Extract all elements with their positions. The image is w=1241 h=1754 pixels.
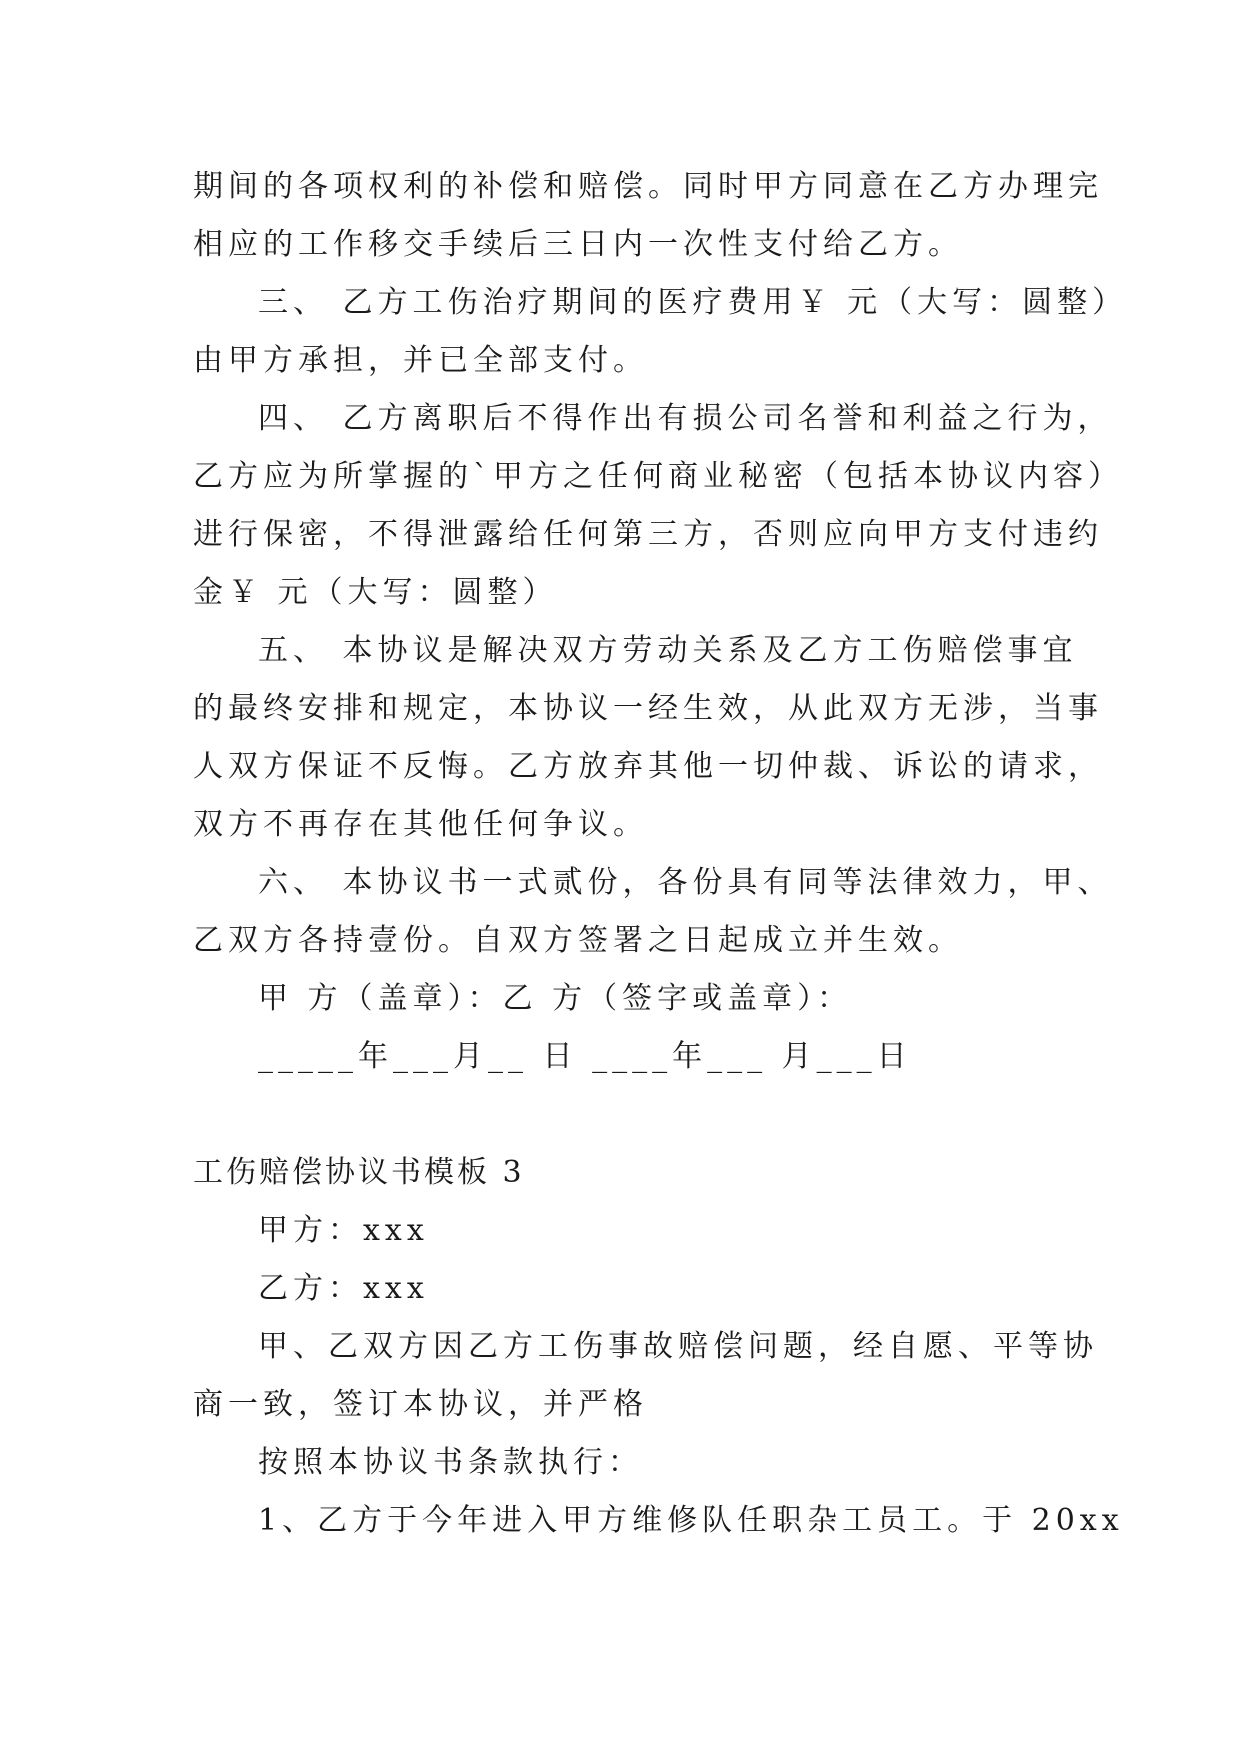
paragraph-line: 的最终安排和规定，本协议一经生效，从此双方无涉，当事 — [193, 691, 1103, 726]
clause-six: 六、 本协议书一式贰份，各份具有同等法律效力，甲、 — [258, 865, 1113, 900]
paragraph-line: 按照本协议书条款执行： — [258, 1445, 643, 1480]
clause-five: 五、 本协议是解决双方劳动关系及乙方工伤赔偿事宜 — [258, 633, 1078, 668]
party-b: 乙方：xxx — [258, 1271, 429, 1306]
paragraph-line: 期间的各项权利的补偿和赔偿。同时甲方同意在乙方办理完 — [193, 169, 1103, 204]
paragraph-line: 商一致，签订本协议，并严格 — [193, 1387, 648, 1422]
preamble-line: 甲、乙双方因乙方工伤事故赔偿问题，经自愿、平等协 — [258, 1329, 1098, 1364]
clause-one: 1、乙方于今年进入甲方维修队任职杂工员工。于 20xx — [258, 1503, 1124, 1538]
party-a: 甲方：xxx — [258, 1213, 429, 1248]
section-title: 工伤赔偿协议书模板 3 — [193, 1155, 525, 1190]
paragraph-line: 相应的工作移交手续后三日内一次性支付给乙方。 — [193, 227, 963, 262]
paragraph-line: 进行保密，不得泄露给任何第三方，否则应向甲方支付违约 — [193, 517, 1103, 552]
signature-line: 甲 方（盖章）：乙 方（签字或盖章）： — [258, 981, 853, 1016]
paragraph-line: 乙方应为所掌握的`甲方之任何商业秘密（包括本协议内容） — [193, 459, 1123, 494]
paragraph-line: 人双方保证不反悔。乙方放弃其他一切仲裁、诉讼的请求， — [193, 749, 1103, 784]
paragraph-line: 乙双方各持壹份。自双方签署之日起成立并生效。 — [193, 923, 963, 958]
clause-four: 四、 乙方离职后不得作出有损公司名誉和利益之行为， — [258, 401, 1113, 436]
clause-three: 三、 乙方工伤治疗期间的医疗费用￥ 元（大写：圆整） — [258, 285, 1128, 320]
paragraph-line: 金￥ 元（大写：圆整） — [193, 575, 558, 610]
paragraph-line: 由甲方承担，并已全部支付。 — [193, 343, 648, 378]
paragraph-line: 双方不再存在其他任何争议。 — [193, 807, 648, 842]
date-line: _____年___月__ 日 ____年___ 月___日 — [258, 1039, 912, 1074]
